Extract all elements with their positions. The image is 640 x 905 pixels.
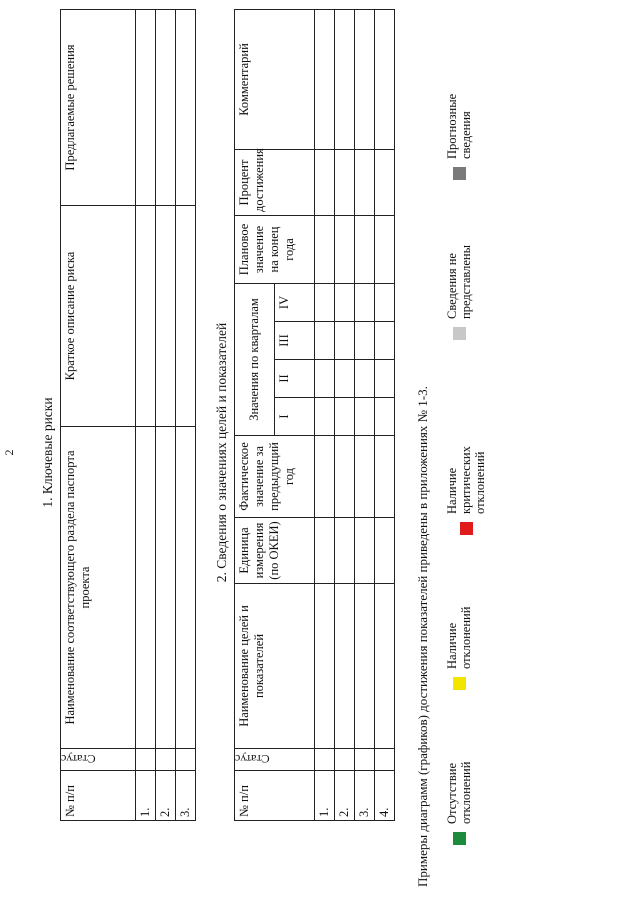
risks-header-status: Статус [61,749,136,771]
indicators-table [234,9,395,821]
legend-label: Прогнозные сведения [445,93,473,159]
table-row: 2. [156,771,176,821]
risks-header-solutions: Предлагаемые решения [61,10,136,206]
legend-label: Наличие отклонений [445,606,473,669]
risks-header-num: № п/п [61,771,136,821]
ind-header-quarters: Значения по кварталам [235,283,275,435]
legend-label: Отсутствие отклонений [445,761,473,824]
quarter-3: III [275,322,315,360]
legend-label: Наличие критических отклонений [445,446,487,514]
ind-header-percent: Процент достижения [235,149,315,215]
table-row: 3. [176,771,196,821]
legend-critical [445,414,487,535]
table-row: 1. [136,771,156,821]
risks-table [60,9,196,821]
legend-label: Сведения не представлены [445,244,473,319]
risks-header-description: Краткое описание риска [61,206,136,427]
footer-text: Примеры диаграмм (графиков) достижения показателей приведены в приложениях № 1-3. [415,386,430,887]
quarter-1: I [275,398,315,436]
ind-header-comment: Комментарий [235,9,315,149]
legend-swatch-lightgray [453,327,466,340]
legend-deviation [445,599,473,690]
ind-header-status: Статус [235,749,315,771]
legend-swatch-red [460,522,473,535]
page-number: 2 [2,449,16,456]
section2-title: 2. Сведения о значениях целей и показателей [214,322,229,583]
ind-header-num: № п/п [235,771,315,821]
legend-no-deviation [445,754,473,845]
legend-swatch-yellow [453,677,466,690]
quarter-4: IV [275,283,315,321]
legend-swatch-green [453,832,466,845]
table-row: 4. [375,771,395,821]
ind-header-actual: Фактическое значение за предыдущий год [235,436,315,518]
ind-header-name: Наименование целей и показателей [235,584,315,749]
table-row: 2. [335,771,355,821]
legend-swatch-gray [453,167,466,180]
risks-header-section: Наименование соответствующего раздела паспорта проекта [61,427,136,749]
quarter-2: II [275,360,315,398]
ind-header-planned: Плановое значение на конец года [235,215,315,283]
table-row: 3. [355,771,375,821]
section1-title: 1. Ключевые риски [40,397,55,508]
table-row: 1. [315,771,335,821]
ind-header-unit: Единица измерения (по ОКЕИ) [235,518,315,584]
legend-no-data [445,209,473,340]
legend-forecast [445,79,473,180]
